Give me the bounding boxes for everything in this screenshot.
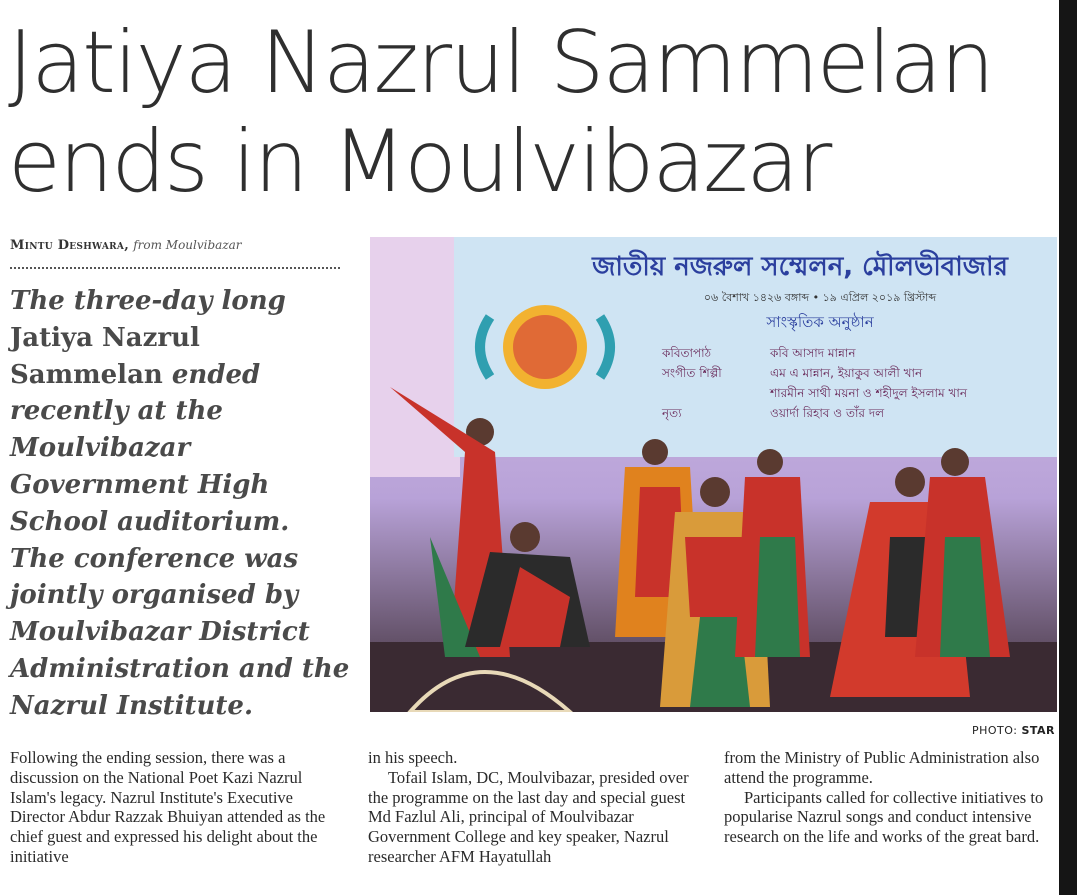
banner-row-2-label: সংগীত শিল্পী <box>662 366 722 380</box>
banner-date: ০৬ বৈশাখ ১৪২৬ বঙ্গাব্দ • ১৯ এপ্রিল ২০১৯ খ্রিস্টাব্দ <box>703 291 937 304</box>
byline-divider <box>10 267 340 269</box>
banner-row-1-label: কবিতাপাঠ <box>662 346 712 360</box>
banner-row-4-value: ওয়ার্দা রিহাব ও তাঁর দল <box>770 406 885 420</box>
banner-row-1-value: কবি আসাদ মান্নান <box>770 346 856 360</box>
article-photo <box>370 237 1057 712</box>
body-paragraph: Following the ending session, there was a discussion on the National Poet Kazi Nazrul Islam's legacy. Nazrul Institute's Executive Director Abdur Razzak Bhuiyan attended as the chief guest and expressed his delight about the initiative <box>10 748 326 866</box>
standfirst-part-1: The three-day long <box>10 286 286 316</box>
banner-subtitle: সাংস্কৃতিক অনুষ্ঠান <box>766 313 874 331</box>
headline <box>8 14 1048 212</box>
dance-performance-photo <box>370 237 1057 712</box>
body-paragraph: in his speech. <box>368 748 458 767</box>
byline-author: Mintu Deshwara, <box>10 238 130 253</box>
standfirst-part-3: ended recently at the Moulvibazar Government High School auditorium. The conference was jointly organised by Moulvibazar District Administration and the Nazrul Institute. <box>10 359 350 721</box>
body-column-3 <box>724 748 1060 847</box>
body-paragraph: from the Ministry of Public Administration also attend the programme. <box>724 748 1040 787</box>
standfirst <box>10 283 350 725</box>
photo-credit: PHOTO: STAR <box>971 724 1055 737</box>
body-column-1 <box>10 748 346 867</box>
headline-line-2: ends in Moulvibazar <box>8 112 831 212</box>
standfirst-part-2: Jatiya Nazrul Sammelan <box>10 322 200 390</box>
body-paragraph: Participants called for collective initiatives to popularise Nazrul songs and conduct intensive research on the life and works of the great bard. <box>724 787 1044 847</box>
banner-row-4-label: নৃত্য <box>662 406 682 420</box>
page-edge-shadow <box>1059 0 1077 895</box>
byline <box>10 238 340 253</box>
byline-location: from Moulvibazar <box>133 238 242 252</box>
banner-row-3-value: শারমীন সাথী ময়না ও শহীদুল ইসলাম খান <box>770 386 968 400</box>
banner-row-2-value: এম এ মান্নান, ইয়াকুব আলী খান <box>770 366 923 380</box>
banner-title: জাতীয় নজরুল সম্মেলন, মৌলভীবাজার <box>592 252 1008 282</box>
body-column-2 <box>368 748 704 867</box>
headline-line-1: Jatiya Nazrul Sammelan <box>8 13 993 113</box>
stage-wall-left <box>370 237 460 477</box>
body-paragraph: Tofail Islam, DC, Moulvibazar, presided over the programme on the last day and special guest Md Fazlul Ali, principal of Moulvibazar Government College and key speaker, Nazrul researcher AFM Hayatullah <box>368 767 689 866</box>
